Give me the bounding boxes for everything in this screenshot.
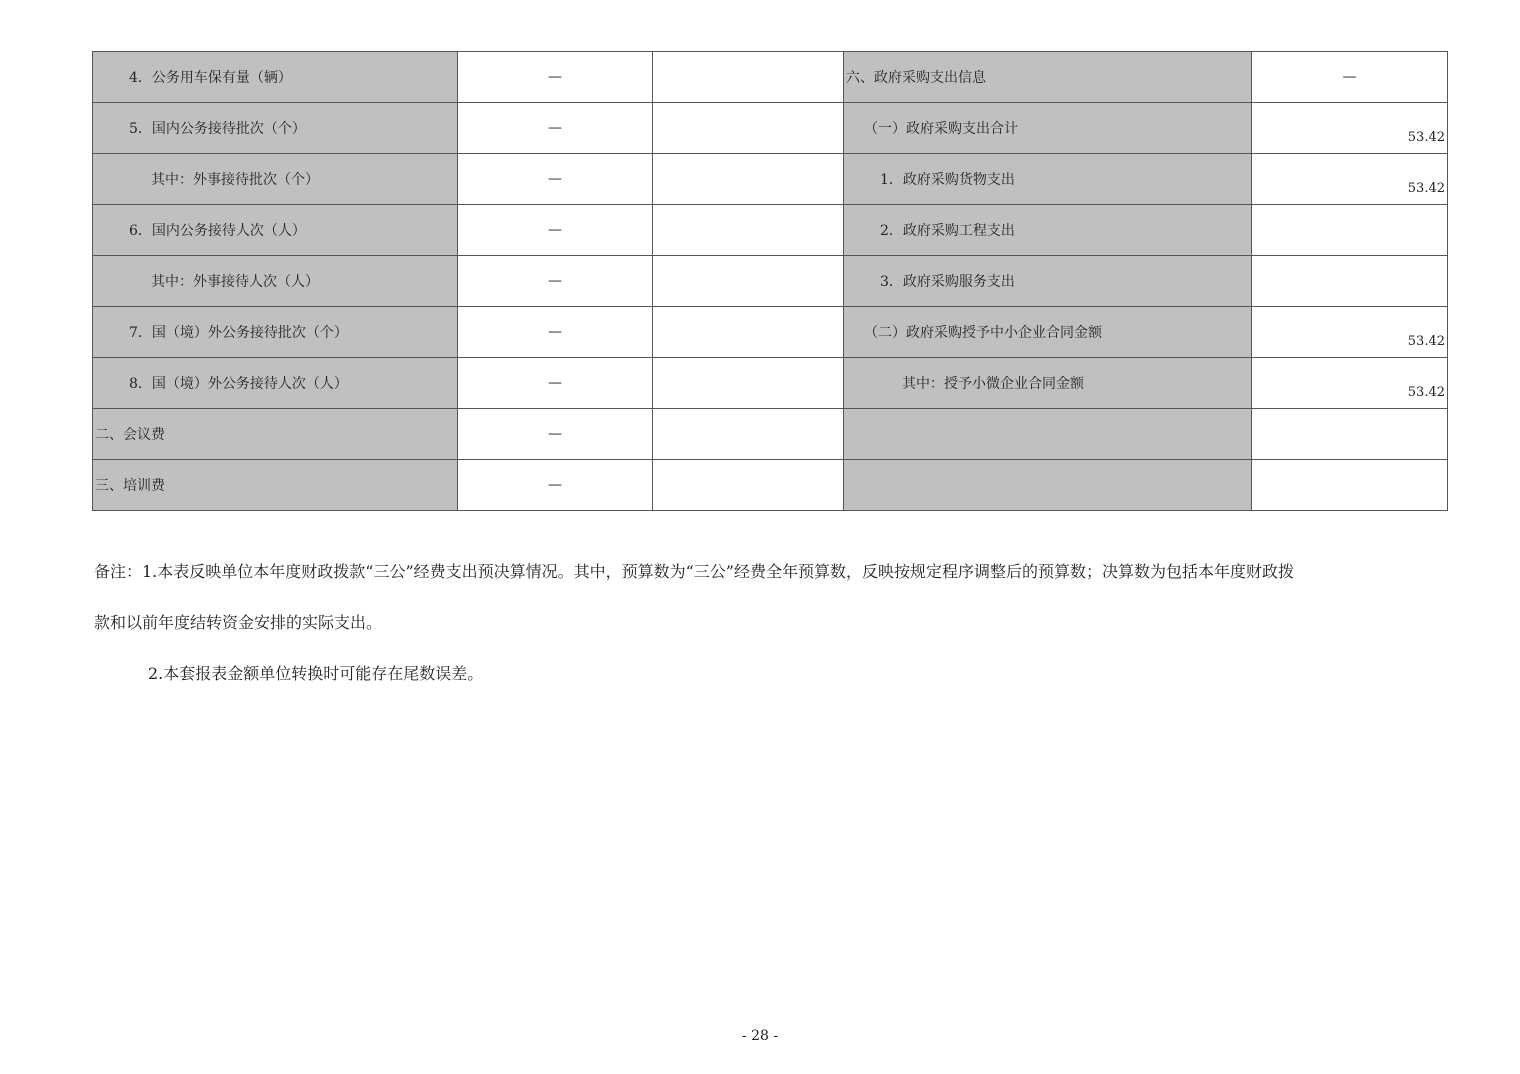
procurement-value (1252, 205, 1448, 256)
budget-value: — (458, 358, 653, 409)
row-label: 三、培训费 (93, 460, 458, 511)
final-value (653, 52, 844, 103)
table-row (93, 205, 1448, 256)
row-label: 二、会议费 (93, 409, 458, 460)
row-label: 4．公务用车保有量（辆） (93, 52, 458, 103)
table-row (93, 52, 1448, 103)
procurement-value: 53.42 (1252, 154, 1448, 205)
note-line-3: 2.本套报表金额单位转换时可能存在尾数误差。 (148, 664, 484, 683)
notes (94, 546, 1484, 699)
row-label: 8．国（境）外公务接待人次（人） (93, 358, 458, 409)
final-value (653, 409, 844, 460)
budget-value: — (458, 460, 653, 511)
budget-value: — (458, 307, 653, 358)
budget-value: — (458, 154, 653, 205)
table-row (93, 154, 1448, 205)
note-line-2: 款和以前年度结转资金安排的实际支出。 (94, 613, 383, 632)
budget-value: — (458, 256, 653, 307)
final-value (653, 205, 844, 256)
procurement-label: （一）政府采购支出合计 (844, 103, 1252, 154)
note-line-1: 备注：1.本表反映单位本年度财政拨款“三公”经费支出预决算情况。其中，预算数为“三公”经费全年预算数，反映按规定程序调整后的预算数；决算数为包括本年度财政拨 (94, 562, 1294, 581)
expense-table (92, 51, 1448, 511)
procurement-value (1252, 460, 1448, 511)
procurement-value: — (1252, 52, 1448, 103)
table-row (93, 409, 1448, 460)
procurement-label (844, 460, 1252, 511)
final-value (653, 460, 844, 511)
procurement-value (1252, 256, 1448, 307)
procurement-label: 其中：授予小微企业合同金额 (844, 358, 1252, 409)
final-value (653, 256, 844, 307)
budget-value: — (458, 103, 653, 154)
table-row (93, 307, 1448, 358)
procurement-value: 53.42 (1252, 103, 1448, 154)
row-label: 5．国内公务接待批次（个） (93, 103, 458, 154)
row-label: 其中：外事接待批次（个） (93, 154, 458, 205)
procurement-value: 53.42 (1252, 358, 1448, 409)
row-label: 其中：外事接待人次（人） (93, 256, 458, 307)
final-value (653, 103, 844, 154)
table-row (93, 103, 1448, 154)
final-value (653, 154, 844, 205)
row-label: 7．国（境）外公务接待批次（个） (93, 307, 458, 358)
final-value (653, 307, 844, 358)
page-number: - 28 - (741, 1028, 779, 1044)
final-value (653, 358, 844, 409)
budget-value: — (458, 52, 653, 103)
table-row (93, 460, 1448, 511)
table-row (93, 358, 1448, 409)
procurement-label: 六、政府采购支出信息 (844, 52, 1252, 103)
procurement-label (844, 409, 1252, 460)
budget-value: — (458, 205, 653, 256)
budget-value: — (458, 409, 653, 460)
procurement-value: 53.42 (1252, 307, 1448, 358)
procurement-label: （二）政府采购授予中小企业合同金额 (844, 307, 1252, 358)
procurement-label: 3．政府采购服务支出 (844, 256, 1252, 307)
procurement-label: 2．政府采购工程支出 (844, 205, 1252, 256)
procurement-value (1252, 409, 1448, 460)
procurement-label: 1．政府采购货物支出 (844, 154, 1252, 205)
table-row (93, 256, 1448, 307)
row-label: 6．国内公务接待人次（人） (93, 205, 458, 256)
